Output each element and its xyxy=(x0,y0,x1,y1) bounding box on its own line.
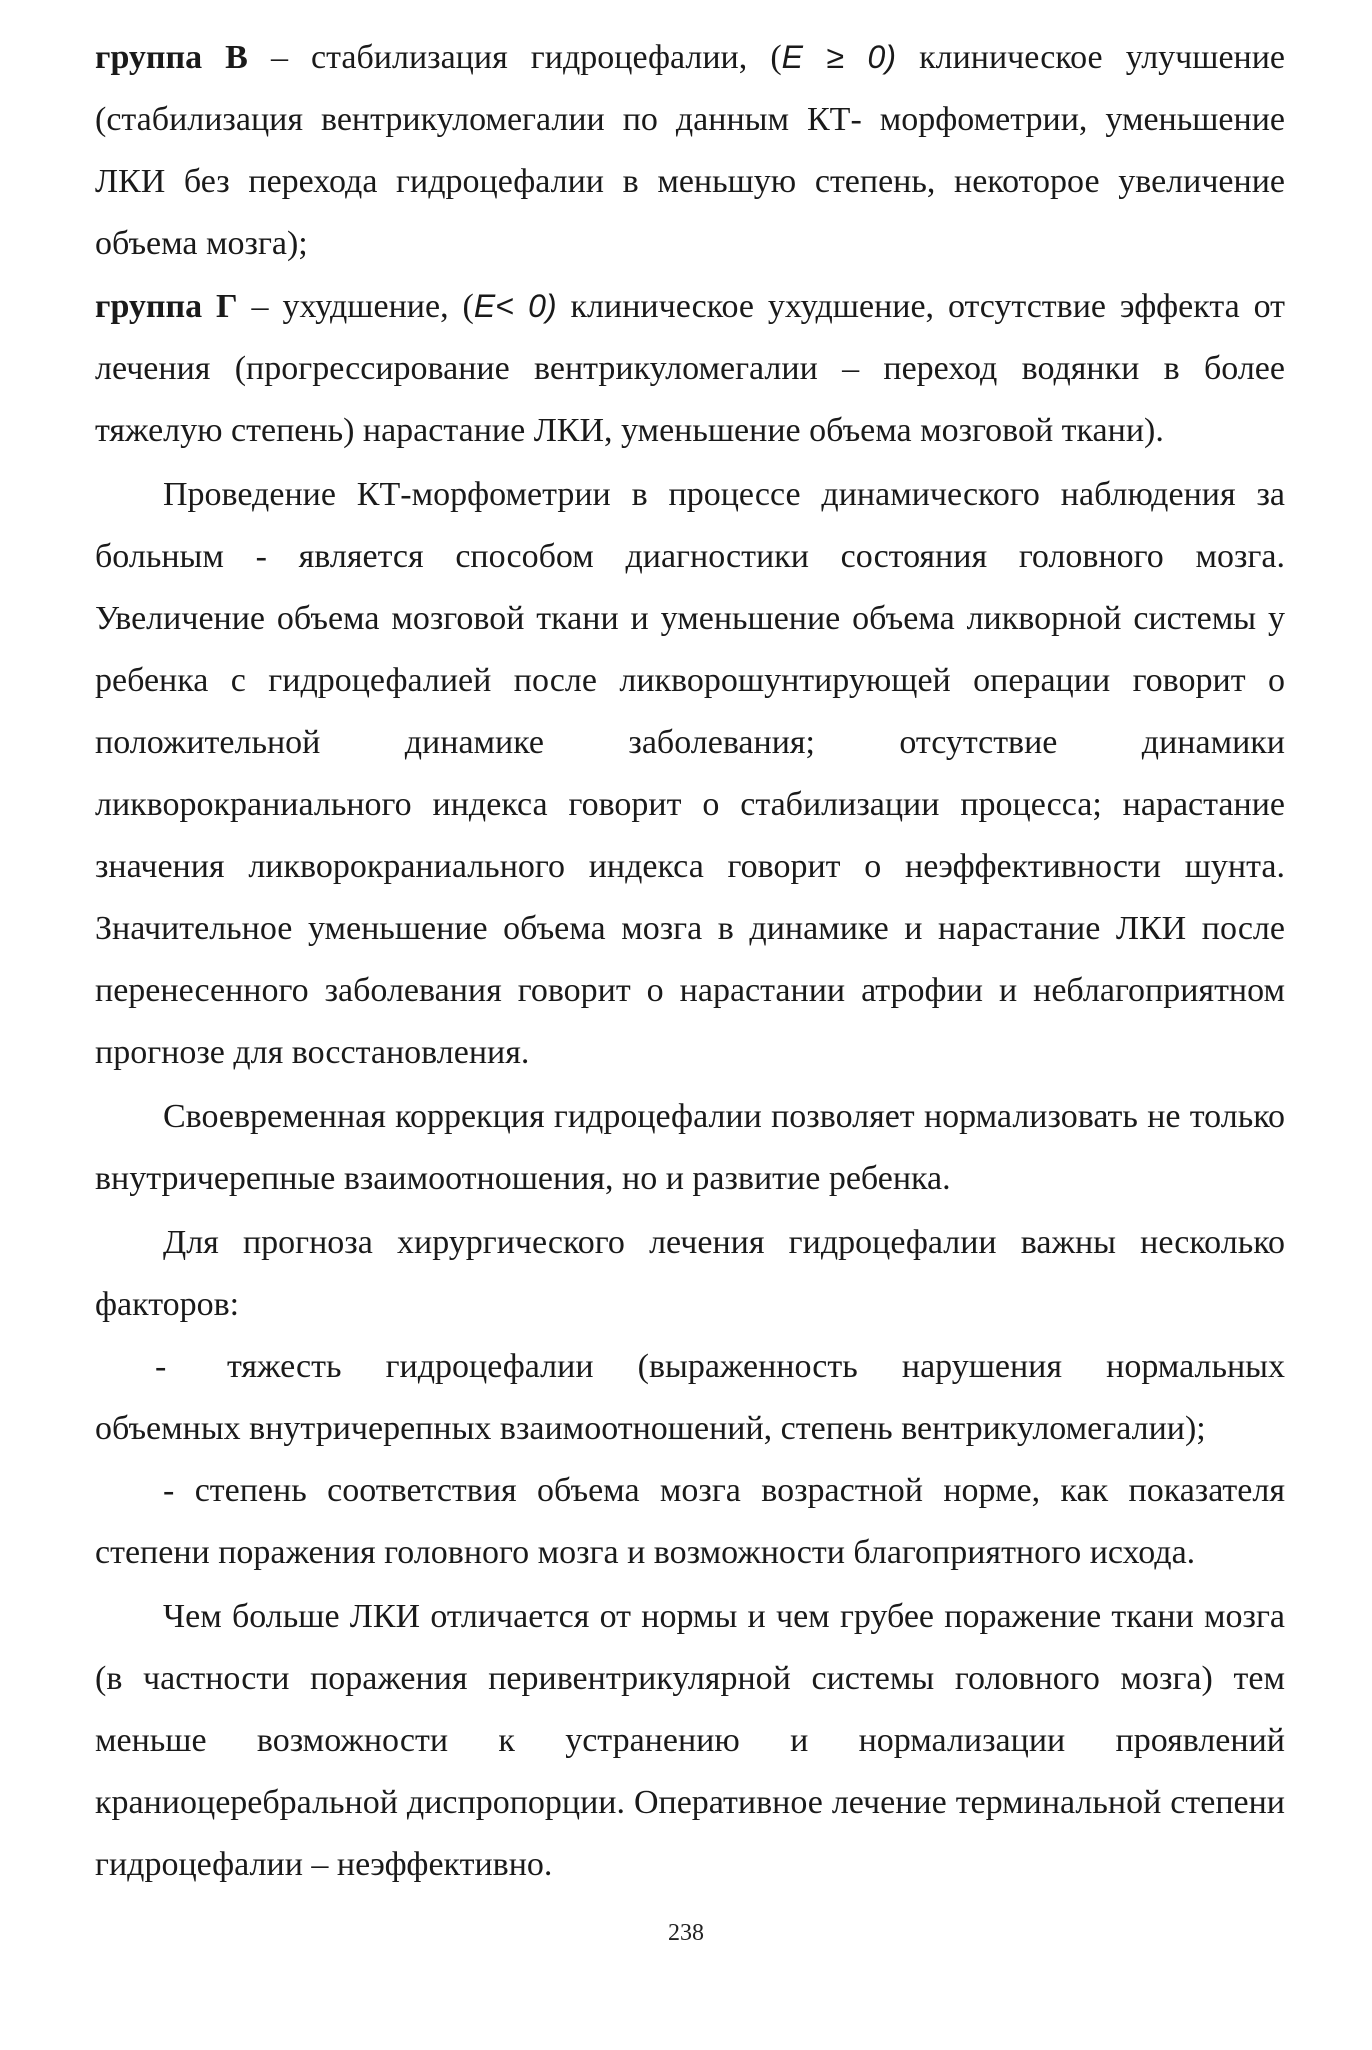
document-page xyxy=(95,26,1285,1896)
paragraph-ct-morphometry: Проведение КТ-морфометрии в процессе динамического наблюдения за больным - является способом диагностики состояния головного мозга. Увеличение объема мозговой ткани и уменьшение объема ликворной системы у ребенка с гидроцефалией после ликворошунтирующей операции говорит о положительной динамике заболевания; отсутствие динамики ликворокраниального индекса говорит о стабилизации процесса; нарастание значения ликворокраниального индекса говорит о неэффективности шунта. Значительное уменьшение объема мозга в динамике и нарастание ЛКИ после перенесенного заболевания говорит о нарастании атрофии и неблагоприятном прогнозе для восстановления. xyxy=(95,476,1285,1071)
group-g-term: группа Г xyxy=(95,288,238,325)
list-item-severity xyxy=(95,1336,1285,1460)
group-g-formula: E< 0) xyxy=(473,288,557,324)
page-number: 238 xyxy=(668,1920,704,1946)
group-v-definition xyxy=(95,26,1285,275)
group-v-text-after: клиническое улучшение (стабилизация вентрикуломегалии по данным КТ- морфометрии, уменьшение ЛКИ без перехода гидроцефалии в меньшую степень, некоторое увеличение объема мозга); xyxy=(95,39,1286,262)
group-g-text-after: клиническое ухудшение, отсутствие эффекта от лечения (прогрессирование вентрикуломегалии – переход водянки в более тяжелую степень) нарастание ЛКИ, уменьшение объема мозговой ткани). xyxy=(95,288,1286,449)
list-item-brain-volume: - степень соответствия объема мозга возрастной норме, как показателя степени поражения головного мозга и возможности благоприятного исхода. xyxy=(95,1472,1285,1571)
paragraph-timely-correction: Своевременная коррекция гидроцефалии позволяет нормализовать не только внутричерепные взаимоотношения, но и развитие ребенка. xyxy=(95,1098,1285,1197)
group-g-definition xyxy=(95,275,1285,462)
group-v-text-before: – стабилизация гидроцефалии, ( xyxy=(247,39,782,76)
group-v-formula: E ≥ 0) xyxy=(781,39,896,75)
paragraph-prognosis-factors: Для прогноза хирургического лечения гидроцефалии важны несколько факторов: xyxy=(95,1224,1285,1323)
list-item-dash: - xyxy=(155,1348,167,1385)
paragraph-lki-deviation: Чем больше ЛКИ отличается от нормы и чем грубее поражение ткани мозга (в частности поражения перивентрикулярной системы головного мозга) тем меньше возможности к устранению и нормализации проявлений краниоцеребральной диспропорции. Оперативное лечение терминальной степени гидроцефалии – неэффективно. xyxy=(95,1598,1285,1883)
list-item-severity-text: тяжесть гидроцефалии (выраженность нарушения нормальных объемных внутричерепных взаимоотношений, степень вентрикуломегалии); xyxy=(95,1348,1285,1447)
group-v-term: группа В xyxy=(95,39,248,76)
group-g-text-before: – ухудшение, ( xyxy=(237,288,474,325)
